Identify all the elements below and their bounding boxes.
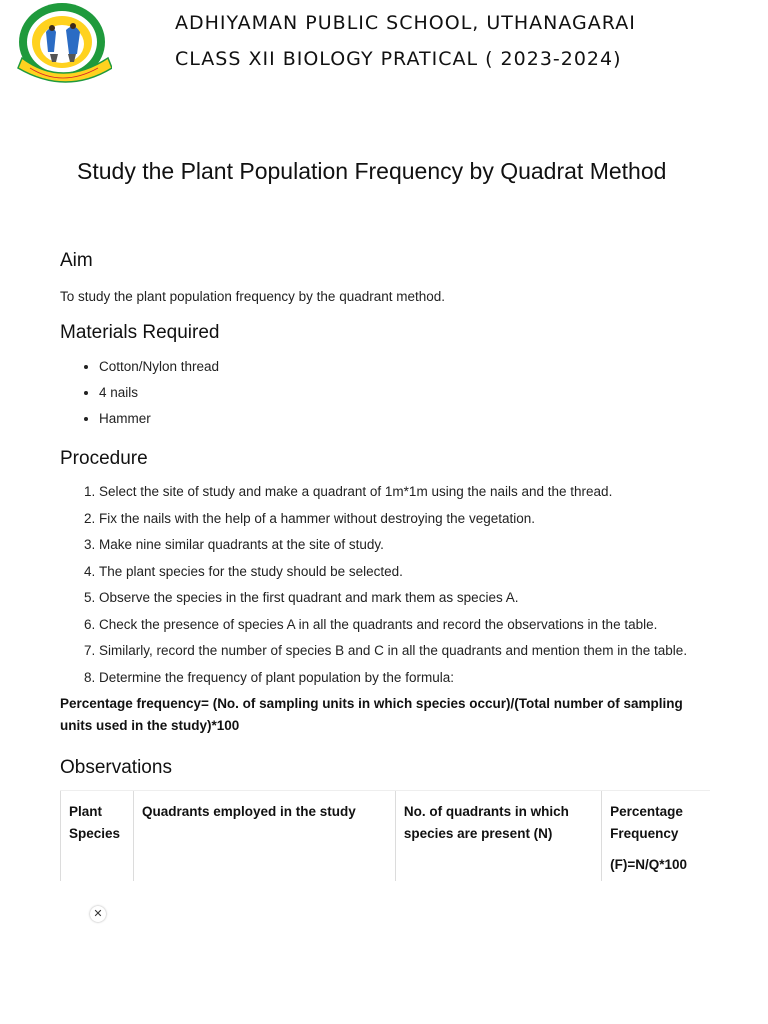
procedure-steps: [60, 481, 710, 689]
close-button[interactable]: ✕: [90, 906, 106, 922]
procedure-step: 3. Make nine similar quadrants at the site of study.: [99, 534, 710, 556]
column-plant-species: Plant Species: [61, 791, 134, 882]
list-item: • Cotton/Nylon thread: [99, 354, 710, 380]
procedure-step: 8. Determine the frequency of plant population by the formula:: [99, 667, 710, 689]
aim-text: To study the plant population frequency by the quadrant method.: [60, 289, 446, 304]
observations-table: [60, 790, 710, 881]
class-title: CLASS XII BIOLOGY PRATICAL ( 2023-2024): [175, 48, 622, 70]
aim-heading: Aim: [60, 250, 93, 271]
materials-heading: Materials Required: [60, 322, 220, 343]
school-name: ADHIYAMAN PUBLIC SCHOOL, UTHANAGARAI: [175, 12, 636, 34]
materials-list: [60, 354, 710, 432]
procedure-step: 2. Fix the nails with the help of a hammer without destroying the vegetation.: [99, 508, 710, 530]
table-header-row: [61, 791, 711, 882]
procedure-step: 7. Similarly, record the number of species B and C in all the quadrants and mention them in the table.: [99, 640, 710, 662]
frequency-formula: Percentage frequency= (No. of sampling units in which species occur)/(Total number of sampling units used in the study)*100: [60, 696, 683, 733]
document-title: Study the Plant Population Frequency by Quadrat Method: [77, 158, 667, 184]
school-logo: [16, 2, 112, 92]
column-quadrants-present: No. of quadrants in which species are present (N): [395, 791, 601, 882]
list-item: • Hammer: [99, 406, 710, 432]
procedure-step: 5. Observe the species in the first quadrant and mark them as species A.: [99, 587, 710, 609]
procedure-heading: Procedure: [60, 448, 148, 469]
list-item: • 4 nails: [99, 380, 710, 406]
frequency-formula-label: (F)=N/Q*100: [610, 857, 687, 872]
document-body: [60, 250, 710, 881]
observations-heading: Observations: [60, 757, 172, 778]
column-percentage-frequency: [602, 791, 710, 882]
procedure-step: 1. Select the site of study and make a quadrant of 1m*1m using the nails and the thread.: [99, 481, 710, 503]
percentage-frequency-label: Percentage Frequency: [610, 804, 683, 841]
procedure-step: 4. The plant species for the study should be selected.: [99, 561, 710, 583]
page-header: [0, 0, 768, 100]
column-quadrants-employed: Quadrants employed in the study: [133, 791, 395, 882]
procedure-step: 6. Check the presence of species A in all the quadrants and record the observations in the table.: [99, 614, 710, 636]
